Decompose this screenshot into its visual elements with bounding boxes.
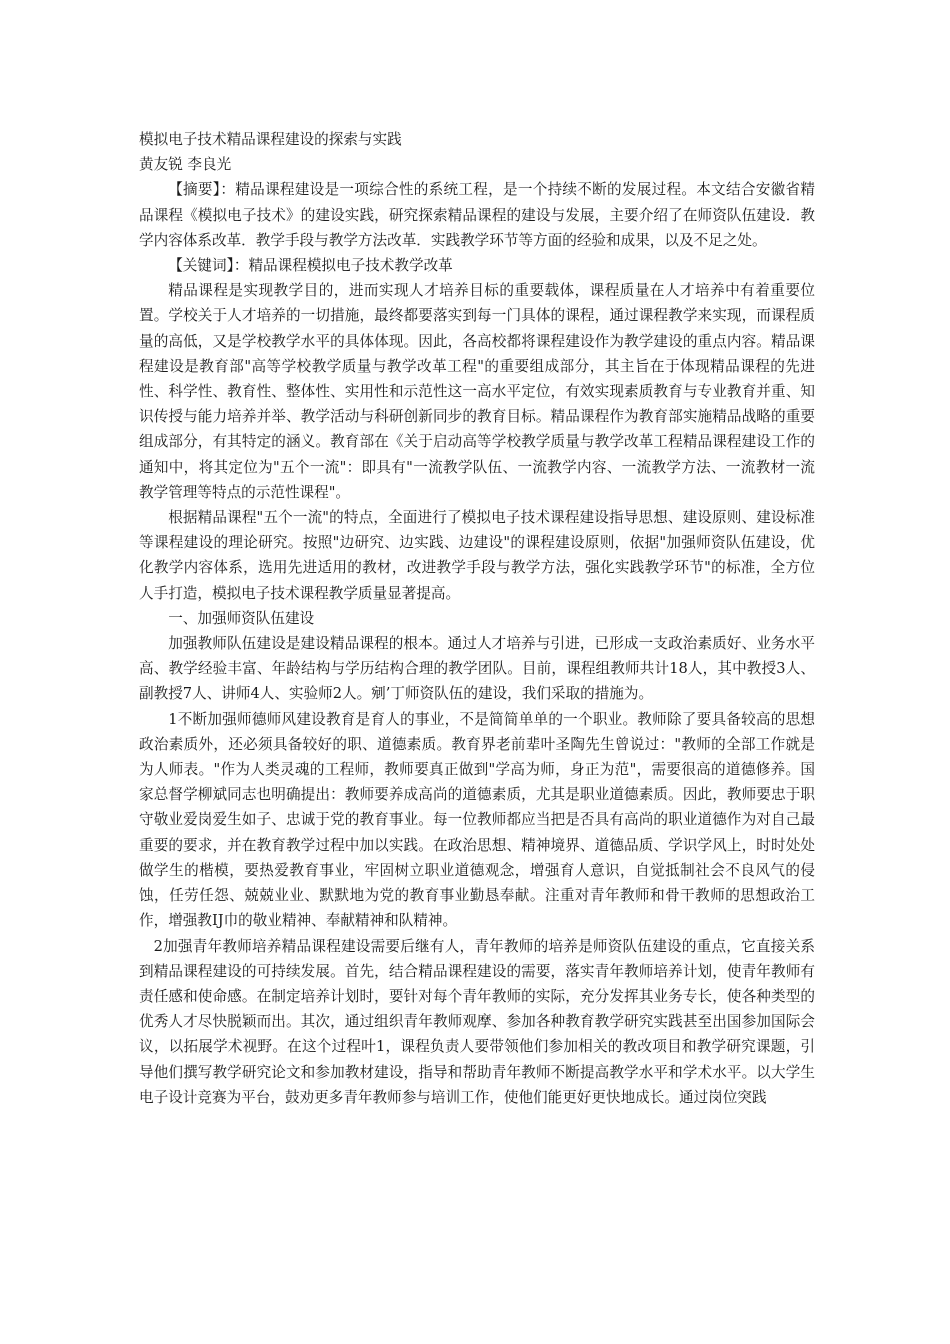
abstract-paragraph: 【摘要】：精品课程建设是一项综合性的系统工程，是一个持续不断的发展过程。本文结合安徽省精品课程《模拟电子技术》的建设实践，研究探索精品课程的建设与发展，主要介绍了在师资队伍建设．教学内容体系改革．教学手段与教学方法改革．实践教学环节等方面的经验和成果，以及不足之处。	[139, 181, 815, 249]
intro-paragraph-1: 精品课程是实现教学目的，进而实现人才培养目标的重要载体，课程质量在人才培养中有着重要位置。学校关于人才培养的一切措施，最终都要落实到每一门具体的课程，通过课程教学来实现，而课程质量的高低，又是学校教学水平的具体体现。因此，各高校都将课程建设作为教学建设的重点内容。精品课程建设是教育部"高等学校教学质量与教学改革工程"的重要组成部分，其主旨在于体现精品课程的先进性、科学性、教育性、整体性、实用性和示范性这一高水平定位，有效实现素质教育与专业教育并重、知识传授与能力培养并举、教学活动与科研创新同步的教育目标。精品课程作为教育部实施精品战略的重要组成部分，有其特定的涵义。教育部在《关于启动高等学校教学质量与教学改革工程精品课程建设工作的通知中，将其定位为"五个一流"：即具有"一流教学队伍、一流教学内容、一流教学方法、一流教材一流教学管理等特点的示范性课程"。	[139, 282, 815, 501]
document-title: 模拟电子技术精品课程建设的探索与实践	[139, 131, 402, 148]
section-paragraph-3: 2加强青年教师培养精品课程建设需要后继有人，青年教师的培养是师资队伍建设的重点，它直接关系到精品课程建设的可持续发展。首先，结合精品课程建设的需要，落实青年教师培养计划，使青年教师有责任感和使命感。在制定培养计划时，要针对每个青年教师的实际，充分发挥其业务专长，使各种类型的优秀人才尽快脱颖而出。其次，通过组织青年教师观摩、参加各种教育教学研究实践甚至出国参加国际会议，以拓展学术视野。在这个过程叶1，课程负责人要带领他们参加相关的教改项目和教学研究课题，引导他们撰写教学研究论文和参加教材建设，指导和帮助青年教师不断提高教学水平和学术水平。以大学生电子设计竞赛为平台，鼓劝更多青年教师参与培训工作，使他们能更好更快地成长。通过岗位突践	[139, 937, 815, 1106]
section-paragraph-2: 1不断加强师德师风建设教育是育人的事业，不是简简单单的一个职业。教师除了要具备较高的思想政治素质外，还必须具备较好的职、道德素质。教育界老前辈叶圣陶先生曾说过："教师的全部工作就是为人师表。"作为人类灵魂的工程师，教师要真正做到"学高为师，身正为范"，需要很高的道德修养。国家总督学柳斌同志也明确提出：教师要养成高尚的道德素质，尤其是职业道德素质。因此，教师要忠于职守敬业爱岗爱生如子、忠诚于党的教育事业。每一位教师都应当把是否具有高尚的职业道德作为对自己最重要的要求，并在教育教学过程中加以实践。在政治思想、精神境界、道德品质、学识学风上，时时处处做学生的楷模，要热爱教育事业，牢固树立职业道德观念，增强育人意识，自觉抵制社会不良风气的侵蚀，任劳任怨、兢兢业业、默默地为党的教育事业勤恳奉献。注重对青年教师和骨干教师的思想政治工作，增强教IJ巾的敬业精神、奉献精神和队精神。	[139, 710, 815, 930]
intro-paragraph-2: 根据精品课程"五个一流"的特点，全面进行了模拟电子技术课程建设指导思想、建设原则、建设标准等课程建设的理论研究。按照"边研究、边实践、边建设"的课程建设原则，依据"加强师资队伍建设，优化教学内容体系，选用先进适用的教材，改进教学手段与教学方法，强化实践教学环节"的标准，全方位人手打造，模拟电子技术课程教学质量显著提高。	[139, 509, 815, 602]
document-body	[139, 127, 815, 1110]
section-heading: 一、加强师资队伍建设	[168, 609, 315, 627]
section-paragraph-1: 加强教师队伍建设是建设精品课程的根本。通过人才培养与引进，已形成一支政治素质好、业务水平高、教学经验丰富、年龄结构与学历结构合理的教学团队。目前，课程组教师共计18人，其中教授3人、副教授7人、讲师4人、实验师2人。剜’丁师资队伍的建设，我们采取的措施为。	[139, 635, 815, 703]
author-line: 黄友锐 李良光	[139, 156, 232, 174]
keywords-paragraph: 【关键词】：精品课程模拟电子技术教学改革	[168, 257, 453, 275]
